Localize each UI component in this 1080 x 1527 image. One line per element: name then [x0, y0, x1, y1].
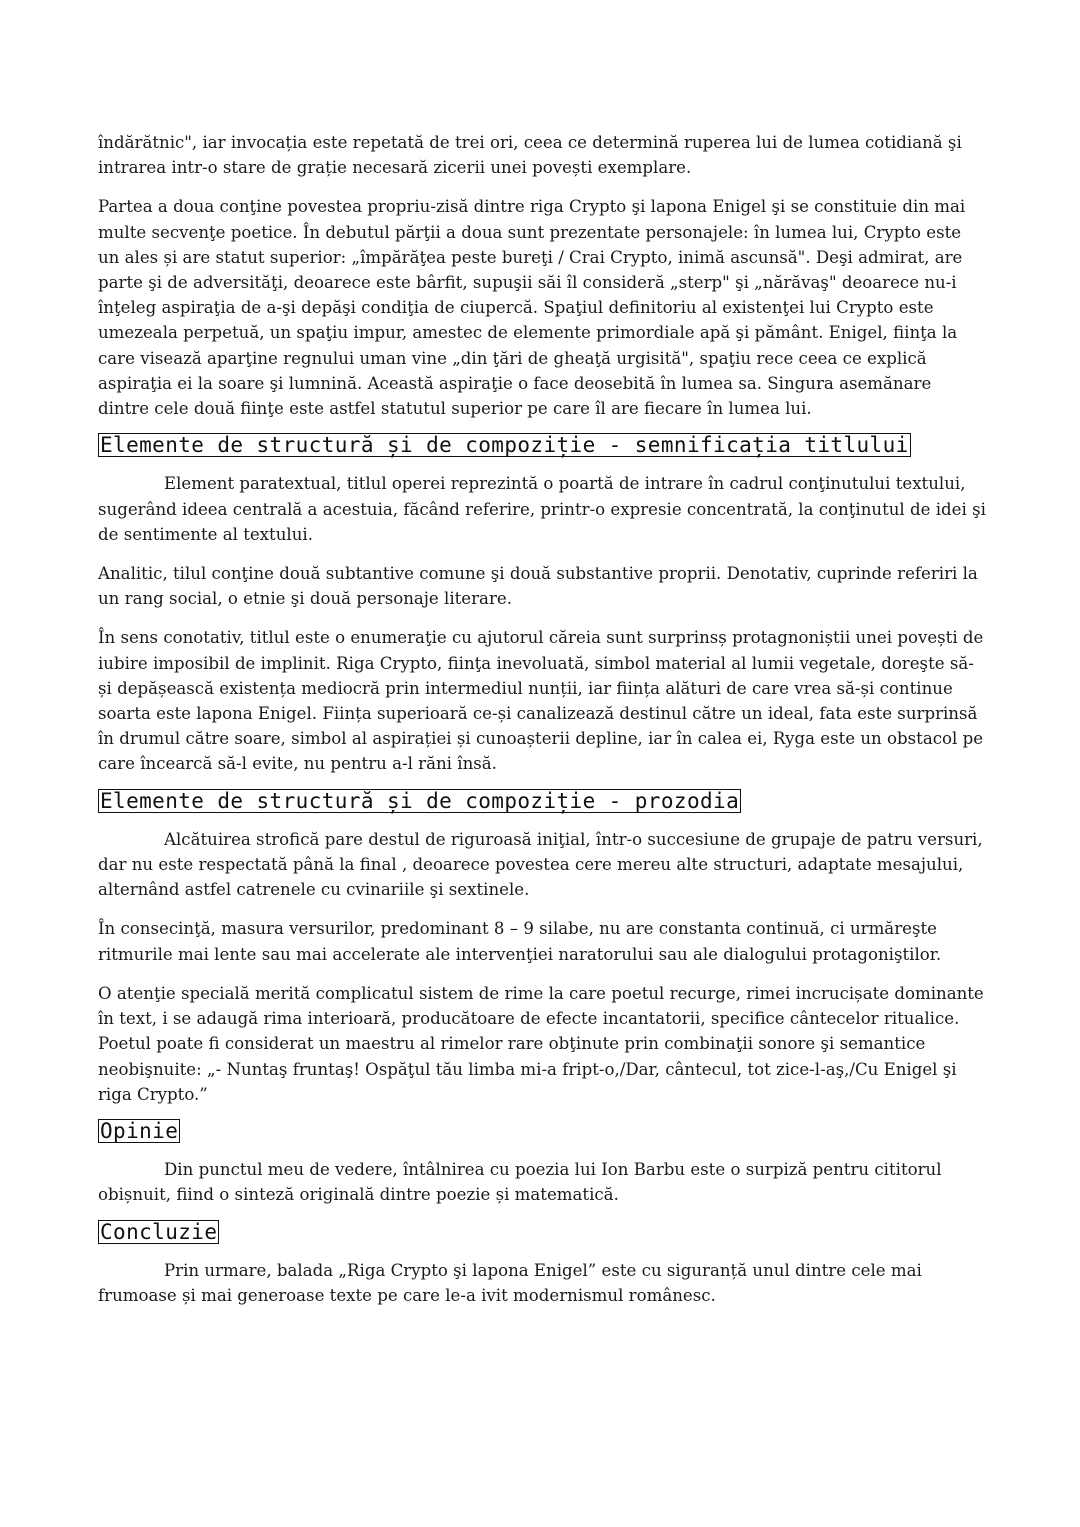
paragraph-part-two: Partea a doua conţine povestea propriu-zisă dintre riga Crypto şi lapona Enigel şi se constituie din mai multe secvenţe poetice. În debutul părţii a doua sunt prezentate personajele: în lumea lui, Crypto este un ales și are statut superior: „împărăţea peste bureţi / Crai Crypto, inimă ascunsă". Deşi admirat, are parte şi de adversităţi, deoarece este bârfit, supuşii săi îl consideră „sterp" şi „nărăvaş" deoarece nu-i înţeleg aspiraţia de a-şi depăşi condiţia de ciupercă. Spaţiul definitoriu al existenţei lui Crypto este umezeala perpetuă, un spaţiu impur, amestec de elemente primordiale apă şi pământ. Enigel, fiinţa la care visează aparţine regnului uman vine „din ţări de gheaţă urgisită", spaţiu rece ceea ce explică aspiraţia ei la soare şi lumnină. Această aspiraţie o face deosebită în lumea sa. Singura asemănare dintre cele două fiinţe este astfel statutul superior pe care îl are fiecare în lumea lui. [98, 197, 966, 419]
heading-prosody: Elemente de structură și de compoziție - prozodia [100, 788, 740, 813]
paragraph-paratextual: Element paratextual, titlul operei reprezintă o poartă de intrare în cadrul conţinutului textului, sugerând ideea centrală a acestuia, făcând referire, printr-o expresie concentrată, la conţinutul de idei şi de sentimente al textului. [98, 474, 986, 544]
paragraph-strophic: Alcătuirea strofică pare destul de riguroasă iniţial, într-o succesiune de grupaje de patru versuri, dar nu este respectată până la final , deoarece povestea cere mereu alte structuri, adaptate mesajului, alternând astfel catrenele cu cvinariile şi sextinele. [98, 829, 983, 900]
paragraph-rhymes: O atenţie specială merită complicatul sistem de rime la care poetul recurge, rimei incrucișate dominante în text, i se adaugă rima interioară, producătoare de efecte incantatorii, specifice cântecelor ritualice. Poetul poate fi considerat un maestru al rimelor rare obţinute prin combinaţii sonore şi semantice neobişnuite: „- Nuntaş fruntaş! Ospăţul tău limba mi-a fript-o,/Dar, cântecul, tot zice-l-aş,/Cu Enigel şi riga Crypto.” [98, 983, 984, 1104]
heading-prosody-wrap [98, 789, 986, 815]
paragraph-connotative: În sens conotativ, titlul este o enumeraţie cu ajutorul căreia sunt surprinsș protagnoniștii unei povești de iubire imposibil de implinit. Riga Crypto, fiinţa inevoluată, simbol material al lumii vegetale, doreşte să-și depășească existența mediocră prin intermediul nunții, iar ființa alături de care vrea să-și continue soarta este lapona Enigel. Ființa superioară ce-și canalizează destinul către un ideal, fata este surprinsă în drumul către soare, simbol al aspirației și cunoașterii depline, iar în calea ei, Ryga este un obstacol pe care încearcă să-l evite, nu pentru a-l răni însă. [98, 628, 984, 774]
heading-conclusion: Concluzie [100, 1219, 218, 1244]
paragraph-analytic: Analitic, tilul conţine două subtantive comune şi două substantive proprii. Denotativ, cuprinde referiri la un rang social, o etnie şi două personaje literare. [98, 564, 978, 609]
heading-title-meaning-wrap [98, 433, 986, 459]
paragraph-meter: În consecinţă, masura versurilor, predominant 8 – 9 silabe, nu are constanta continuă, ci urmăreşte ritmurile mai lente sau mai accelerate ale intervenţiei naratorului sau ale dialogului protagoniştilor. [98, 919, 942, 964]
heading-conclusion-wrap [98, 1220, 986, 1246]
document-page [98, 130, 986, 1322]
heading-title-meaning: Elemente de structură și de compoziție - semnificația titlului [100, 433, 909, 458]
paragraph-opinion: Din punctul meu de vedere, întâlnirea cu poezia lui Ion Barbu este o surpiză pentru cititorul obișnuit, fiind o sinteză originală dintre poezie și matematică. [98, 1160, 942, 1205]
paragraph-conclusion: Prin urmare, balada „Riga Crypto şi lapona Enigel” este cu siguranță unul dintre cele mai frumoase și mai generoase texte pe care le-a ivit modernismul românesc. [98, 1260, 922, 1305]
paragraph-invocation: îndărătnic", iar invocația este repetată de trei ori, ceea ce determină ruperea lui de lumea cotidiană şi intrarea intr-o stare de grație necesară zicerii unei povești exemplare. [98, 133, 962, 178]
heading-opinion: Opinie [100, 1118, 179, 1143]
heading-opinion-wrap [98, 1119, 986, 1145]
